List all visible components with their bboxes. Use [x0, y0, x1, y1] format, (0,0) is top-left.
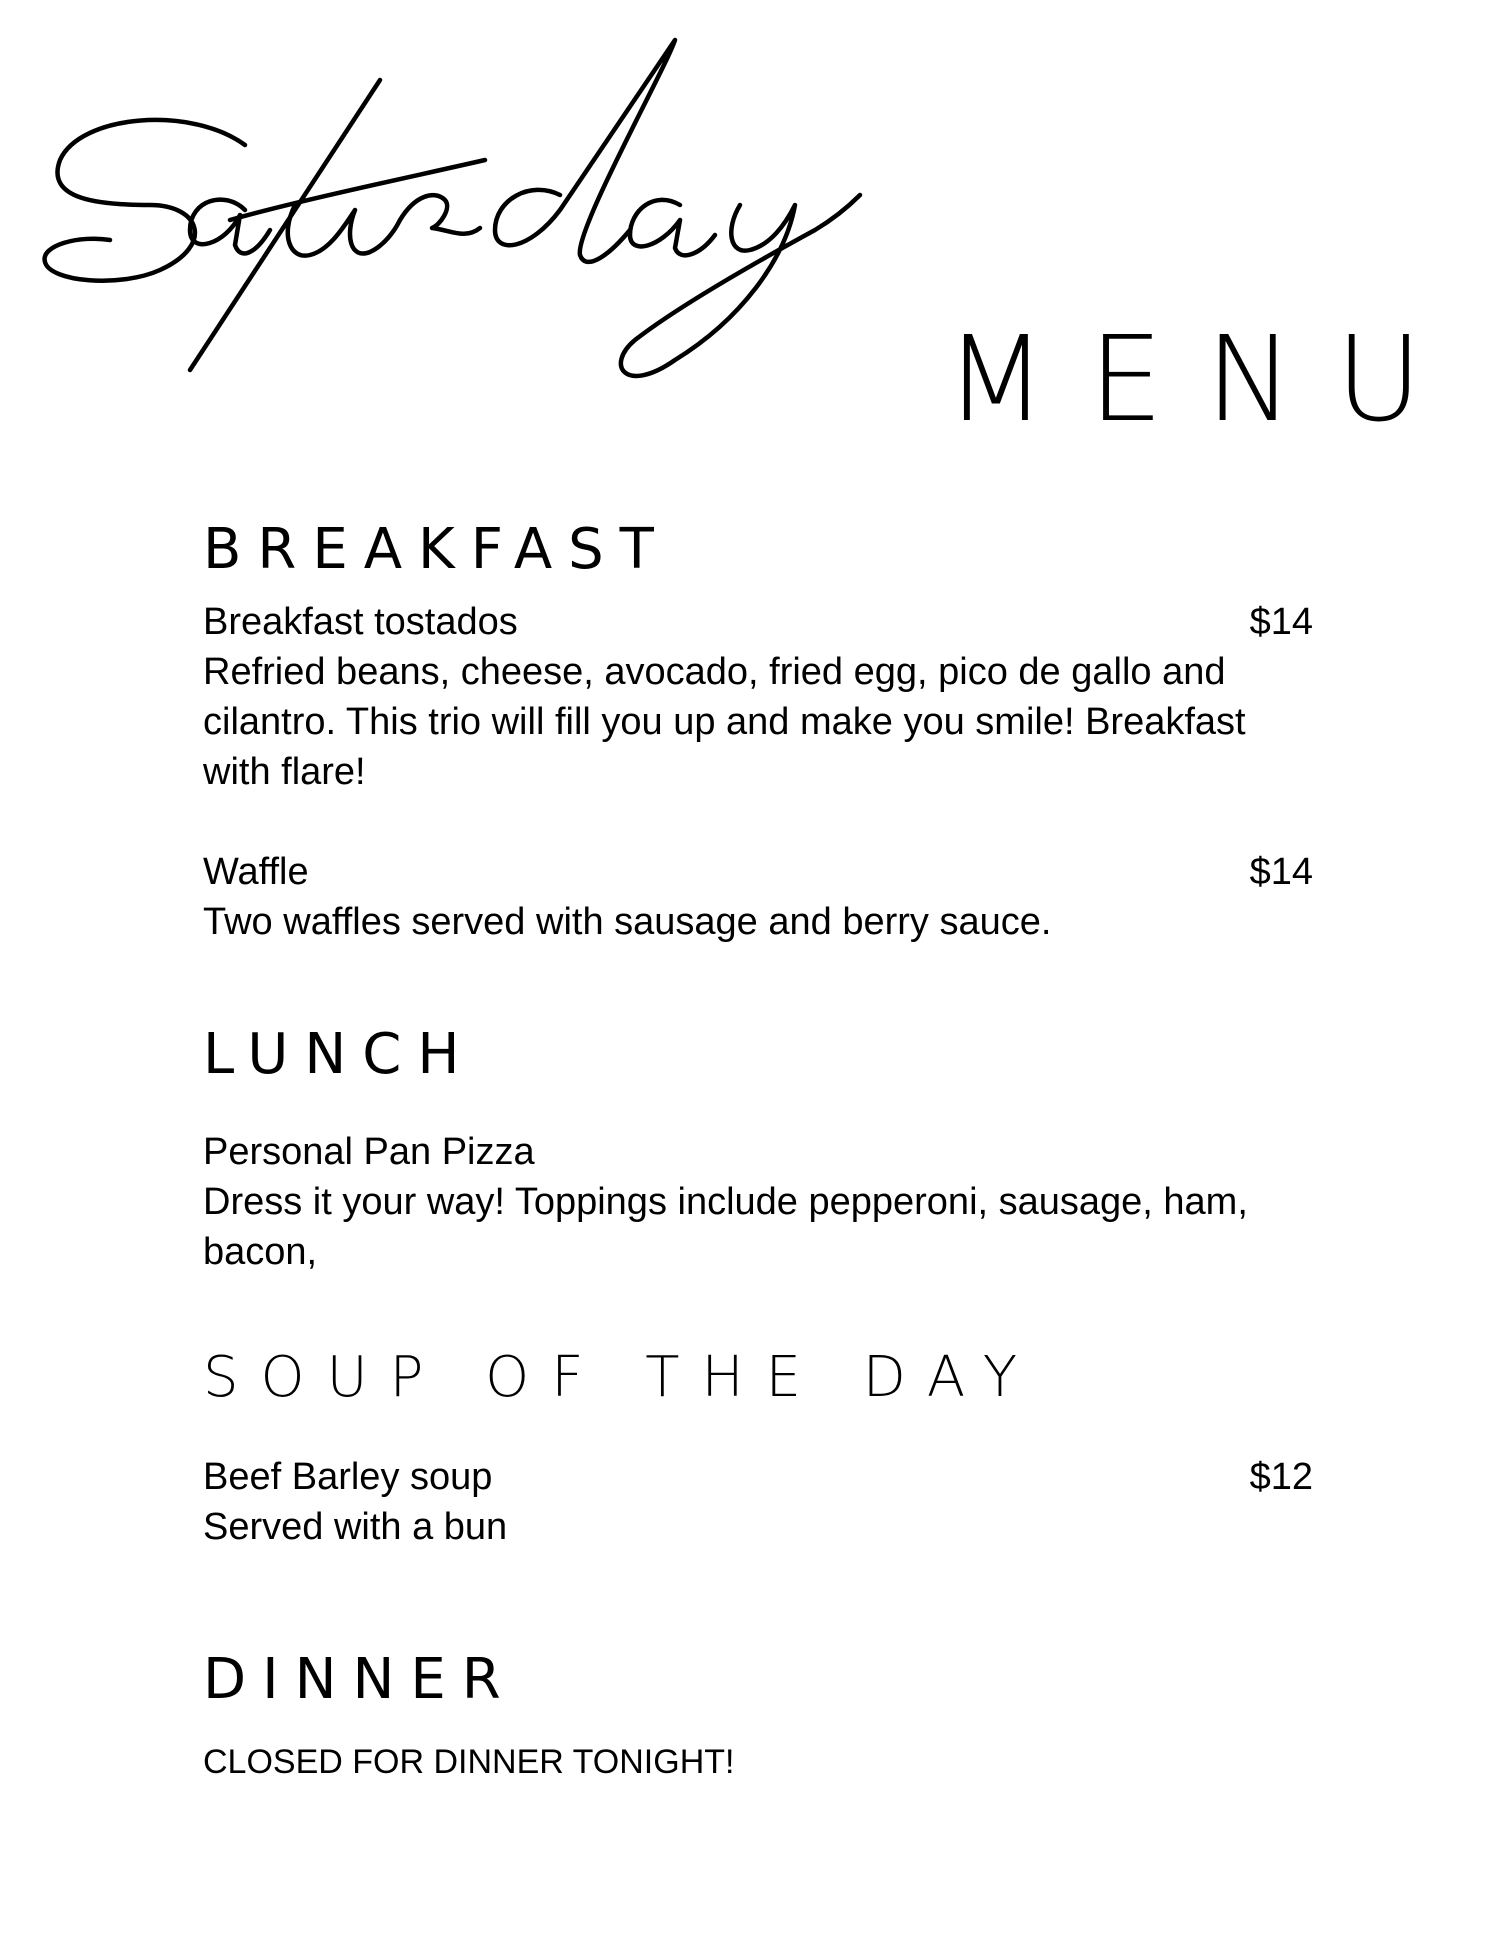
lunch-heading: LUNCH	[203, 1022, 476, 1087]
soup-of-the-day-heading: SOUP OF THE DAY	[203, 1345, 1040, 1410]
item-price: $12	[1249, 1456, 1313, 1498]
item-name: Waffle	[203, 851, 309, 893]
item-price: $14	[1249, 601, 1313, 643]
dinner-closed-note: CLOSED FOR DINNER TONIGHT!	[203, 1743, 735, 1781]
dinner-heading: DINNER	[203, 1647, 517, 1712]
item-description: Two waffles served with sausage and berry sauce.	[203, 901, 1052, 943]
item-description: Served with a bun	[203, 1506, 508, 1548]
menu-item-personal-pan-pizza	[203, 1127, 1313, 1277]
item-description: Refried beans, cheese, avocado, fried egg, pico de gallo and cilantro. This trio will fill you up and make you smile! Breakfast with flare!	[203, 651, 1246, 793]
item-name: Beef Barley soup	[203, 1456, 493, 1498]
script-title-saturday	[40, 30, 1080, 460]
breakfast-heading: BREAKFAST	[203, 517, 670, 582]
menu-item-waffle	[203, 847, 1313, 947]
item-name: Breakfast tostados	[203, 601, 518, 643]
menu-subtitle: MENU	[945, 310, 1465, 448]
item-description: Dress it your way! Toppings include pepperoni, sausage, ham, bacon,	[203, 1181, 1248, 1273]
menu-item-breakfast-tostados	[203, 597, 1313, 797]
item-name: Personal Pan Pizza	[203, 1131, 535, 1173]
item-price: $14	[1249, 851, 1313, 893]
menu-item-beef-barley-soup	[203, 1452, 1313, 1552]
